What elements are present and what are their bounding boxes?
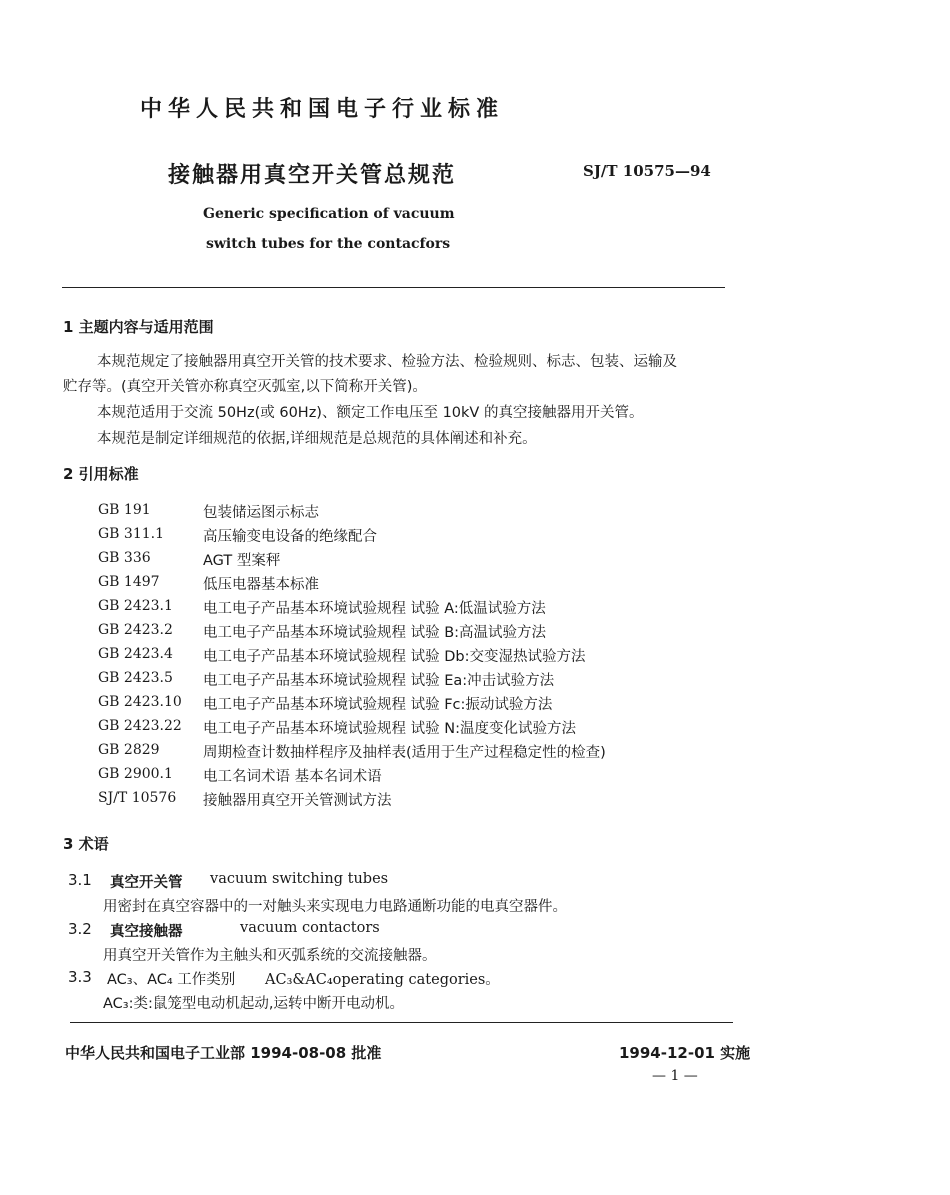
- reference-title: 包装储运图示标志: [203, 505, 319, 521]
- reference-code: GB 2900.1: [98, 766, 173, 782]
- page-number: — 1 —: [652, 1068, 698, 1084]
- reference-title: 高压输变电设备的绝缘配合: [203, 529, 377, 545]
- reference-title: 周期检查计数抽样程序及抽样表(适用于生产过程稳定性的检查): [203, 745, 606, 761]
- term-3-1-number: 3.1: [68, 871, 92, 889]
- reference-code: GB 2423.10: [98, 694, 182, 710]
- term-3-3-name: AC₃、AC₄ 工作类别: [107, 972, 236, 988]
- reference-code: GB 191: [98, 502, 151, 518]
- reference-title: AGT 型案秤: [203, 553, 281, 569]
- standard-code: SJ/T 10575—94: [583, 162, 711, 180]
- reference-code: GB 2423.5: [98, 670, 173, 686]
- reference-code: GB 2423.22: [98, 718, 182, 734]
- term-3-3-english: AC₃&AC₄operating categories。: [265, 972, 500, 988]
- section-1-paragraph-1-line-2: 贮存等。(真空开关管亦称真空灭弧室,以下简称开关管)。: [63, 379, 427, 395]
- section-1-paragraph-2: 本规范适用于交流 50Hz(或 60Hz)、额定工作电压至 10kV 的真空接触器用开关管。: [97, 405, 644, 421]
- document-title: 接触器用真空开关管总规范: [168, 163, 457, 188]
- term-3-3-definition: AC₃:类:鼠笼型电动机起动,运转中断开电动机。: [103, 996, 404, 1012]
- reference-code: GB 336: [98, 550, 151, 566]
- implementation-date: 1994-12-01 实施: [619, 1044, 751, 1062]
- header-divider: [62, 287, 725, 288]
- term-3-2-definition: 用真空开关管作为主触头和灭弧系统的交流接触器。: [103, 948, 437, 964]
- section-3-heading: 3 术语: [63, 835, 109, 853]
- term-3-1-definition: 用密封在真空容器中的一对触头来实现电力电路通断功能的电真空器件。: [103, 899, 567, 915]
- term-3-2-name: 真空接触器: [110, 924, 183, 940]
- reference-title: 电工电子产品基本环境试验规程 试验 Db:交变湿热试验方法: [203, 649, 586, 665]
- reference-code: GB 311.1: [98, 526, 165, 542]
- reference-title: 低压电器基本标准: [203, 577, 319, 593]
- reference-title: 电工电子产品基本环境试验规程 试验 Ea:冲击试验方法: [203, 673, 555, 689]
- term-3-2-english: vacuum contactors: [240, 920, 380, 936]
- reference-code: GB 2423.2: [98, 622, 173, 638]
- reference-title: 电工电子产品基本环境试验规程 试验 B:高温试验方法: [203, 625, 547, 641]
- term-3-1-english: vacuum switching tubes: [210, 871, 389, 887]
- section-1-paragraph-3: 本规范是制定详细规范的依据,详细规范是总规范的具体阐述和补充。: [97, 431, 537, 447]
- reference-title: 电工名词术语 基本名词术语: [203, 769, 382, 785]
- reference-title: 电工电子产品基本环境试验规程 试验 A:低温试验方法: [203, 601, 546, 617]
- reference-title: 电工电子产品基本环境试验规程 试验 N:温度变化试验方法: [203, 721, 576, 737]
- reference-code: GB 2423.4: [98, 646, 173, 662]
- english-title-line-1: Generic specification of vacuum: [203, 206, 455, 222]
- reference-code: SJ/T 10576: [98, 790, 177, 806]
- section-1-paragraph-1-line-1: 本规范规定了接触器用真空开关管的技术要求、检验方法、检验规则、标志、包装、运输及: [97, 354, 677, 370]
- term-3-1-name: 真空开关管: [110, 875, 183, 891]
- reference-code: GB 1497: [98, 574, 160, 590]
- reference-title: 电工电子产品基本环境试验规程 试验 Fc:振动试验方法: [203, 697, 553, 713]
- reference-code: GB 2829: [98, 742, 160, 758]
- reference-title: 接触器用真空开关管测试方法: [203, 793, 392, 809]
- term-3-2-number: 3.2: [68, 920, 92, 938]
- english-title-line-2: switch tubes for the contacfors: [206, 236, 451, 252]
- section-2-heading: 2 引用标准: [63, 465, 139, 483]
- section-1-heading: 1 主题内容与适用范围: [63, 318, 214, 336]
- approval-statement: 中华人民共和国电子工业部 1994-08-08 批准: [65, 1044, 382, 1062]
- term-3-3-number: 3.3: [68, 968, 92, 986]
- footer-divider: [70, 1022, 733, 1023]
- reference-code: GB 2423.1: [98, 598, 173, 614]
- issuing-organization: 中华人民共和国电子行业标准: [140, 97, 505, 122]
